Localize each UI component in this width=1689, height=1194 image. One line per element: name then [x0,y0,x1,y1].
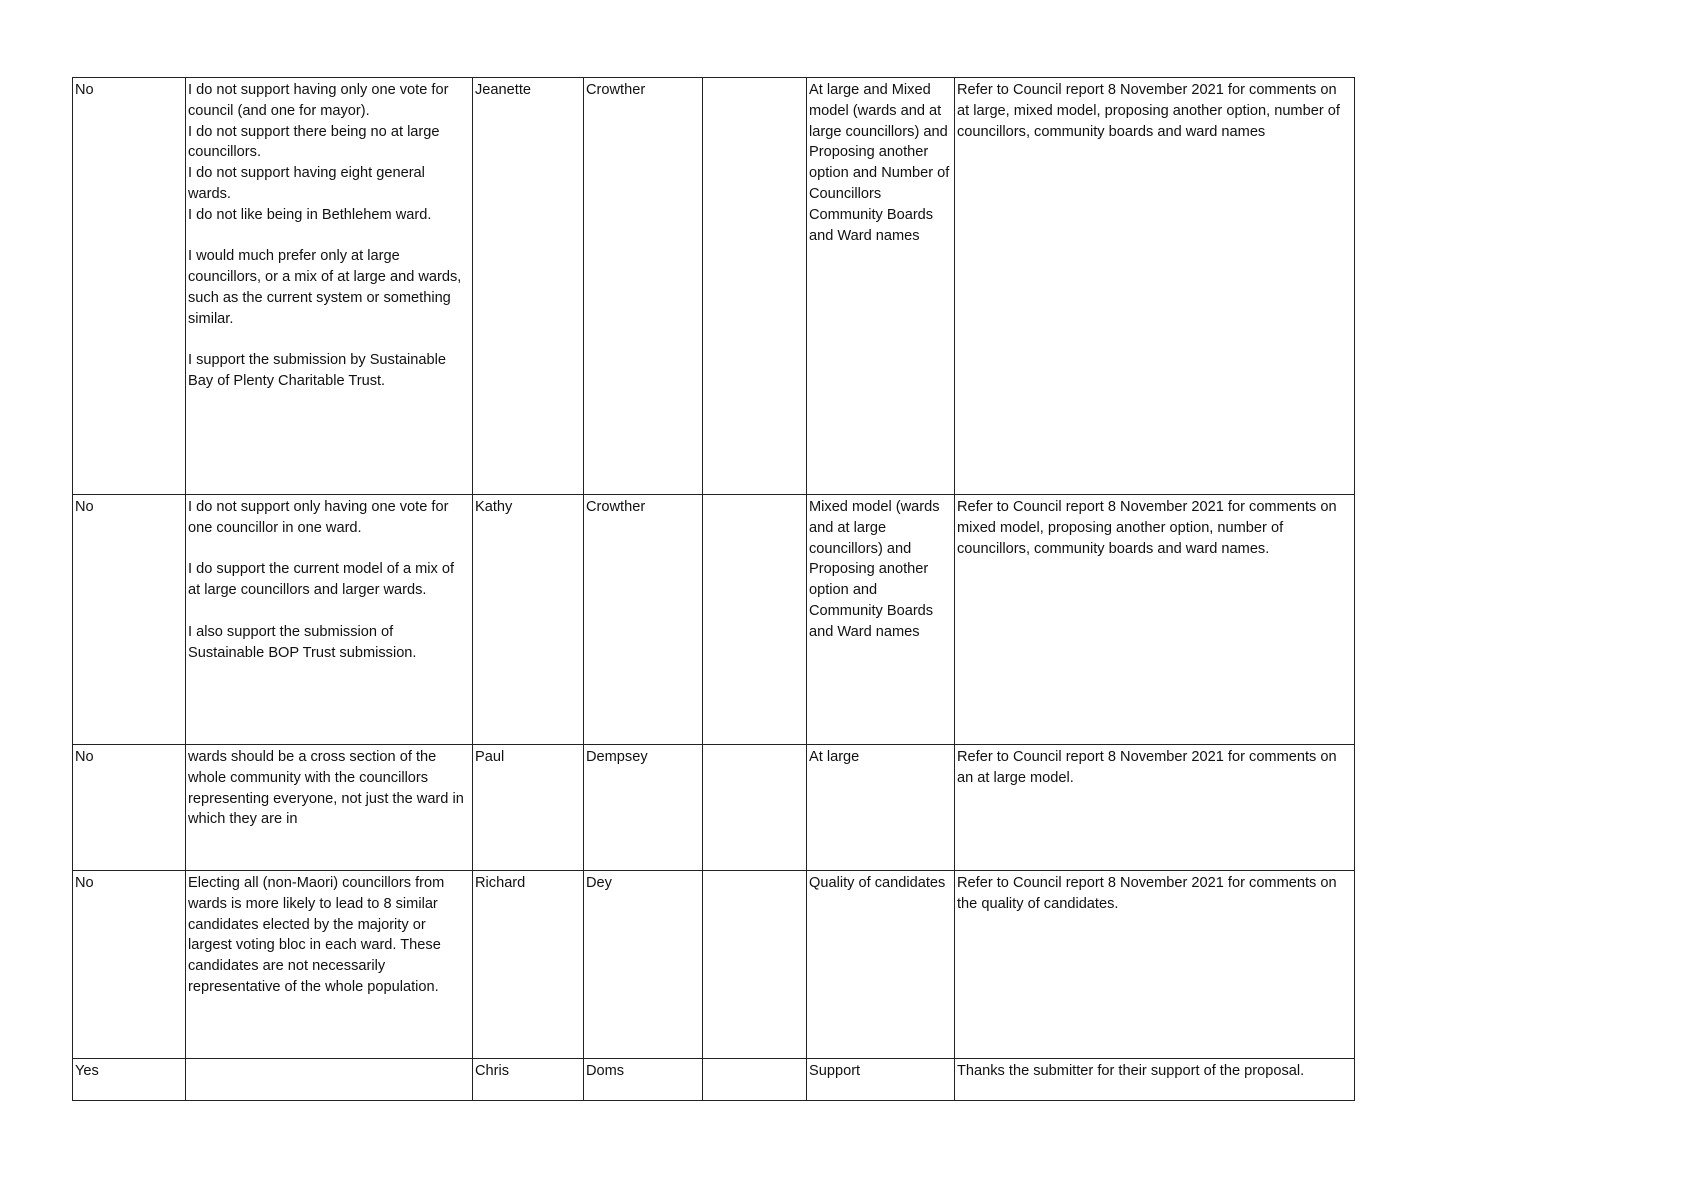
support-cell: No [73,495,186,745]
support-cell: No [73,871,186,1059]
topic-cell: Quality of candidates [807,871,955,1059]
last-name-cell: Doms [584,1059,703,1101]
empty-cell [703,495,807,745]
first-name-cell: Jeanette [473,78,584,495]
table-row [73,495,1355,745]
first-name-cell: Kathy [473,495,584,745]
last-name-cell: Dempsey [584,745,703,871]
last-name-cell: Crowther [584,495,703,745]
last-name-cell: Crowther [584,78,703,495]
comment-cell [186,1059,473,1101]
table-row [73,78,1355,495]
support-cell: No [73,745,186,871]
topic-cell: Support [807,1059,955,1101]
response-cell: Refer to Council report 8 November 2021 for comments on mixed model, proposing another option, number of councillors, community boards and ward names. [955,495,1355,745]
comment-cell: Electing all (non-Maori) councillors from wards is more likely to lead to 8 similar candidates elected by the majority or largest voting bloc in each ward. These candidates are not necessarily representative of the whole population. [186,871,473,1059]
response-cell: Refer to Council report 8 November 2021 for comments on an at large model. [955,745,1355,871]
empty-cell [703,78,807,495]
support-cell: Yes [73,1059,186,1101]
table-row [73,871,1355,1059]
topic-cell: At large [807,745,955,871]
topic-cell: Mixed model (wards and at large councillors) and Proposing another option and Community Boards and Ward names [807,495,955,745]
first-name-cell: Richard [473,871,584,1059]
empty-cell [703,745,807,871]
response-cell: Refer to Council report 8 November 2021 for comments on at large, mixed model, proposing another option, number of councillors, community boards and ward names [955,78,1355,495]
last-name-cell: Dey [584,871,703,1059]
comment-cell: wards should be a cross section of the whole community with the councillors representing everyone, not just the ward in which they are in [186,745,473,871]
response-cell: Thanks the submitter for their support of the proposal. [955,1059,1355,1101]
comment-cell: I do not support only having one vote for one councillor in one ward. I do support the current model of a mix of at large councillors and larger wards. I also support the submission of Sustainable BOP Trust submission. [186,495,473,745]
topic-cell: At large and Mixed model (wards and at large councillors) and Proposing another option and Number of Councillors Community Boards and Ward names [807,78,955,495]
support-cell: No [73,78,186,495]
empty-cell [703,871,807,1059]
first-name-cell: Paul [473,745,584,871]
comment-cell: I do not support having only one vote for council (and one for mayor). I do not support there being no at large councillors. I do not support having eight general wards. I do not like being in Bethlehem ward. I would much prefer only at large councillors, or a mix of at large and wards, such as the current system or something similar. I support the submission by Sustainable Bay of Plenty Charitable Trust. [186,78,473,495]
submissions-table [72,77,1355,1101]
table-row [73,1059,1355,1101]
first-name-cell: Chris [473,1059,584,1101]
response-cell: Refer to Council report 8 November 2021 for comments on the quality of candidates. [955,871,1355,1059]
table-row [73,745,1355,871]
empty-cell [703,1059,807,1101]
